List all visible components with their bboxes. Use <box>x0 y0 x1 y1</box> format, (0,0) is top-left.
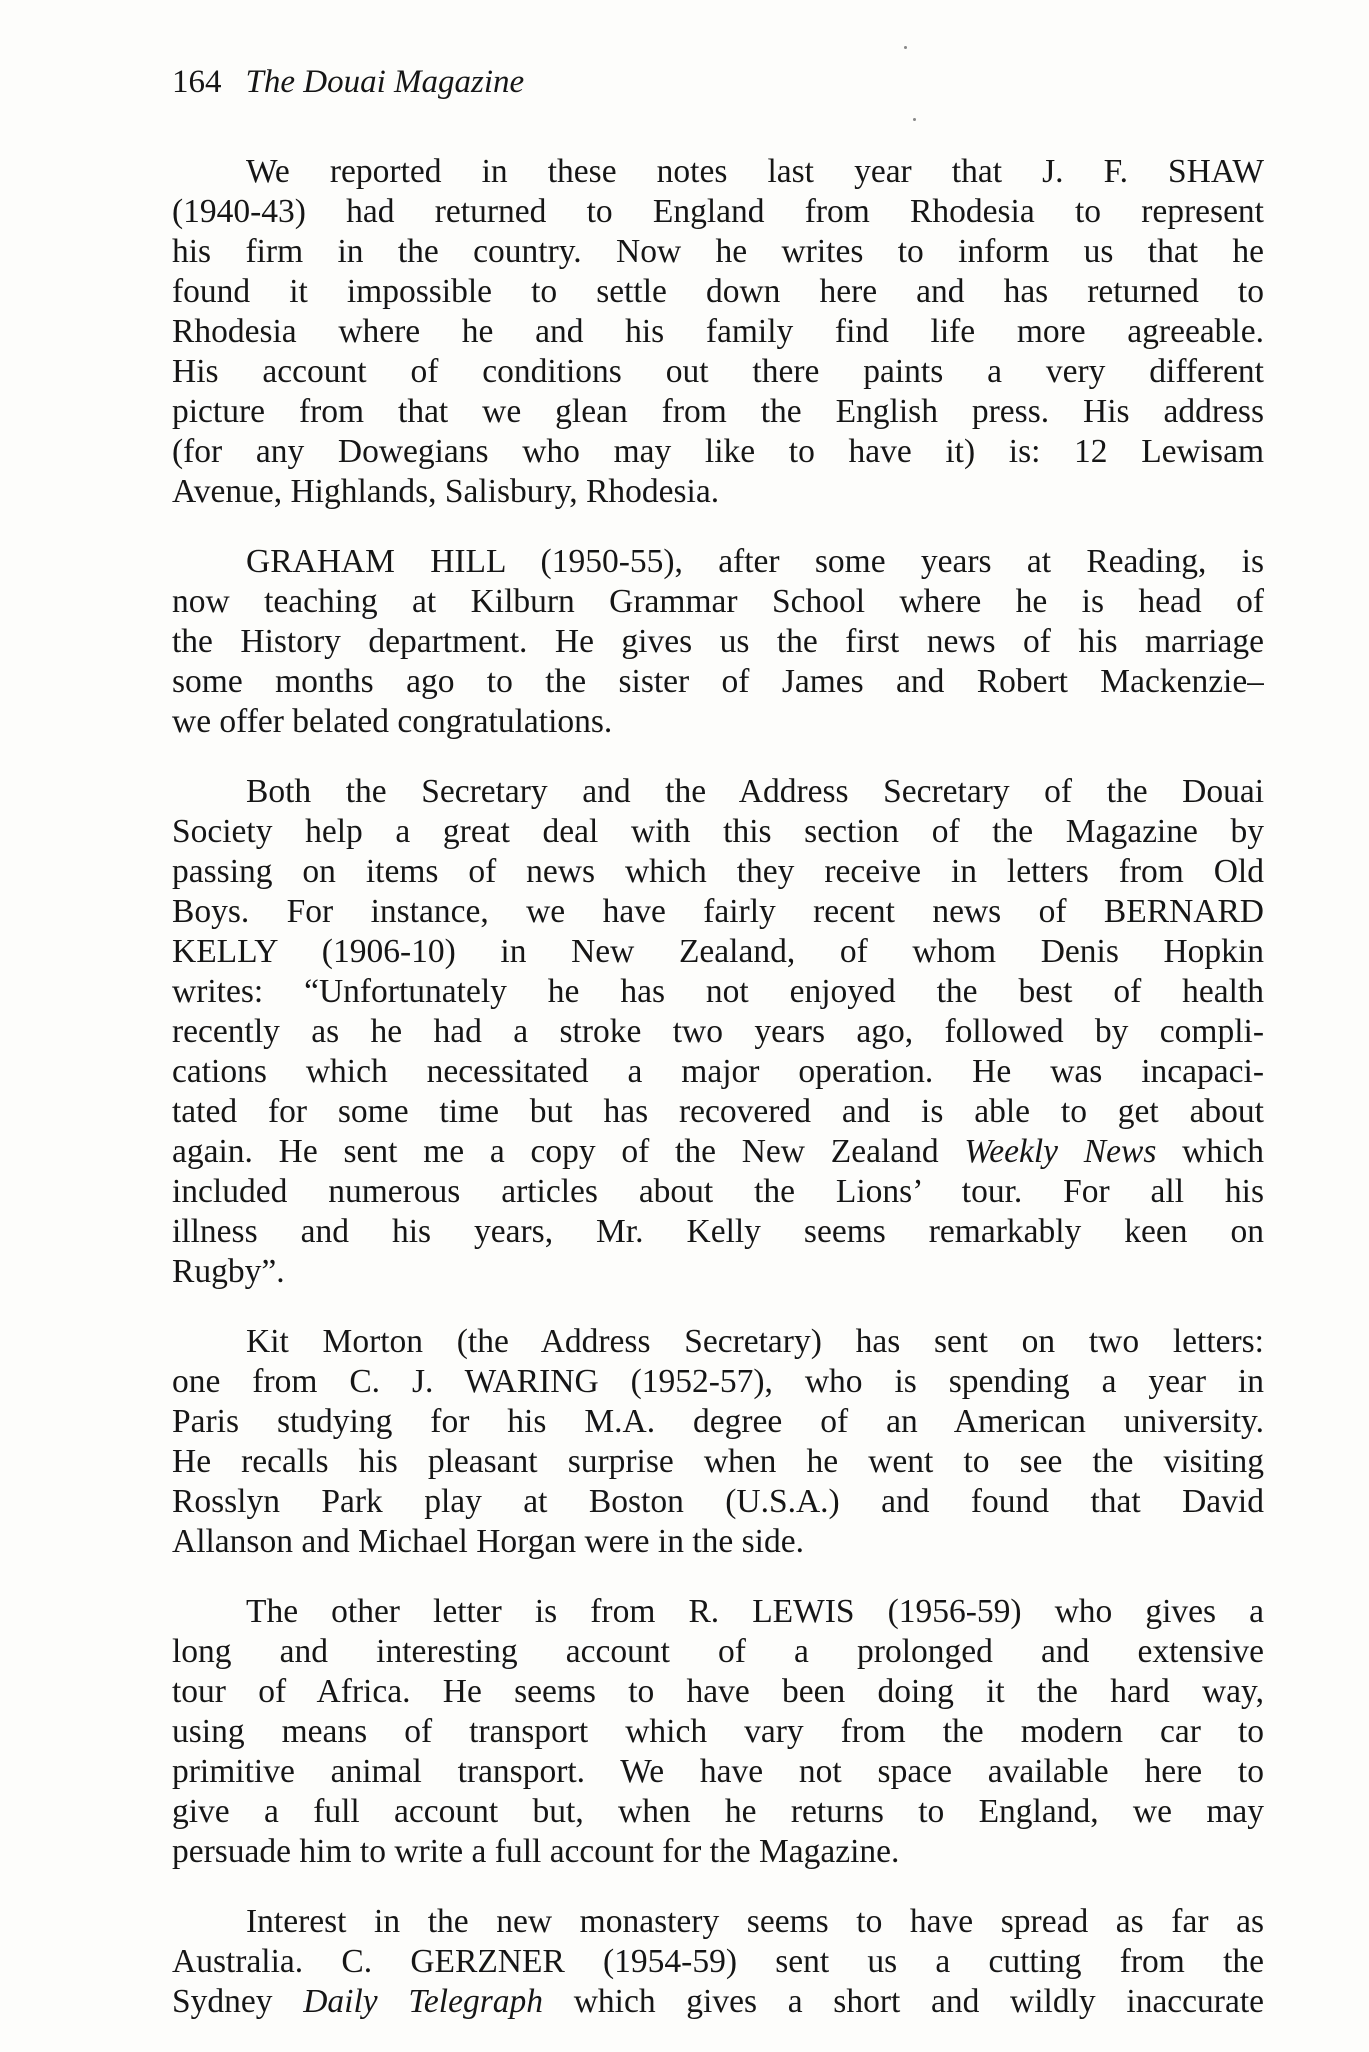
text-line: now teaching at Kilburn Grammar School where he is head of <box>172 583 1264 620</box>
text-line: Both the Secretary and the Address Secretary of the Douai <box>246 773 1264 810</box>
text-line: The other letter is from R. LEWIS (1956-59) who gives a <box>246 1593 1264 1630</box>
text-line: using means of transport which vary from the modern car to <box>172 1713 1264 1750</box>
text-line: found it impossible to settle down here and has returned to <box>172 273 1264 310</box>
text-line: give a full account but, when he returns to England, we may <box>172 1793 1264 1830</box>
text-line: passing on items of news which they receive in letters from Old <box>172 853 1264 890</box>
paragraph-waring <box>172 1322 1264 1562</box>
text-line: (1940-43) had returned to England from Rhodesia to represent <box>172 193 1264 230</box>
text-line: Paris studying for his M.A. degree of an American university. <box>172 1403 1264 1440</box>
text-line: Interest in the new monastery seems to have spread as far as <box>246 1903 1264 1940</box>
paragraph-gerzner <box>172 1902 1264 2022</box>
text-line: illness and his years, Mr. Kelly seems remarkably keen on <box>172 1213 1264 1250</box>
text-line: picture from that we glean from the English press. His address <box>172 393 1264 430</box>
text-line: KELLY (1906-10) in New Zealand, of whom Denis Hopkin <box>172 933 1264 970</box>
text-line: his firm in the country. Now he writes to inform us that he <box>172 233 1264 270</box>
text-line: Allanson and Michael Horgan were in the side. <box>172 1523 804 1560</box>
magazine-title: The Douai Magazine <box>245 64 525 100</box>
italic-title: Daily Telegraph <box>303 1983 543 2020</box>
text-line: We reported in these notes last year that J. F. SHAW <box>246 153 1264 190</box>
page-number: 164 <box>172 64 222 100</box>
paragraph-kelly <box>172 772 1264 1292</box>
text-line: Sydney Daily Telegraph which gives a short and wildly inaccurate <box>172 1983 1264 2020</box>
text-line: Boys. For instance, we have fairly recent news of BERNARD <box>172 893 1264 930</box>
text-line: Avenue, Highlands, Salisbury, Rhodesia. <box>172 473 720 510</box>
text-line: the History department. He gives us the first news of his marriage <box>172 623 1264 660</box>
italic-title: Weekly News <box>964 1133 1157 1170</box>
text-line: again. He sent me a copy of the New Zealand Weekly News which <box>172 1133 1264 1170</box>
text-line: (for any Dowegians who may like to have it) is: 12 Lewisam <box>172 433 1264 470</box>
text-line: Society help a great deal with this section of the Magazine by <box>172 813 1264 850</box>
text-line: Rugby”. <box>172 1253 285 1290</box>
text-line: Australia. C. GERZNER (1954-59) sent us a cutting from the <box>172 1943 1264 1980</box>
text-line: recently as he had a stroke two years ago, followed by compli- <box>172 1013 1264 1050</box>
text-line: one from C. J. WARING (1952-57), who is spending a year in <box>172 1363 1264 1400</box>
text-line: His account of conditions out there paints a very different <box>172 353 1264 390</box>
text-line: primitive animal transport. We have not space available here to <box>172 1753 1264 1790</box>
text-line: tated for some time but has recovered and is able to get about <box>172 1093 1264 1130</box>
text-line: Kit Morton (the Address Secretary) has sent on two letters: <box>246 1323 1264 1360</box>
text-line: writes: “Unfortunately he has not enjoyed the best of health <box>172 973 1264 1010</box>
paper-speck <box>913 118 916 121</box>
article-body <box>172 152 1264 2052</box>
text-line: long and interesting account of a prolonged and extensive <box>172 1633 1264 1670</box>
paragraph-hill <box>172 542 1264 742</box>
paper-speck <box>904 46 907 49</box>
text-line: cations which necessitated a major operation. He was incapaci- <box>172 1053 1264 1090</box>
text-line: tour of Africa. He seems to have been doing it the hard way, <box>172 1673 1264 1710</box>
text-line: Rhodesia where he and his family find life more agreeable. <box>172 313 1264 350</box>
text-line: some months ago to the sister of James and Robert Mackenzie– <box>172 663 1264 700</box>
text-line: included numerous articles about the Lions’ tour. For all his <box>172 1173 1264 1210</box>
text-line: GRAHAM HILL (1950-55), after some years at Reading, is <box>246 543 1264 580</box>
text-line: we offer belated congratulations. <box>172 703 613 740</box>
running-header <box>172 62 524 102</box>
text-line: Rosslyn Park play at Boston (U.S.A.) and found that David <box>172 1483 1264 1520</box>
text-line: He recalls his pleasant surprise when he went to see the visiting <box>172 1443 1264 1480</box>
text-line: persuade him to write a full account for the Magazine. <box>172 1833 900 1870</box>
paragraph-shaw <box>172 152 1264 512</box>
paragraph-lewis <box>172 1592 1264 1872</box>
